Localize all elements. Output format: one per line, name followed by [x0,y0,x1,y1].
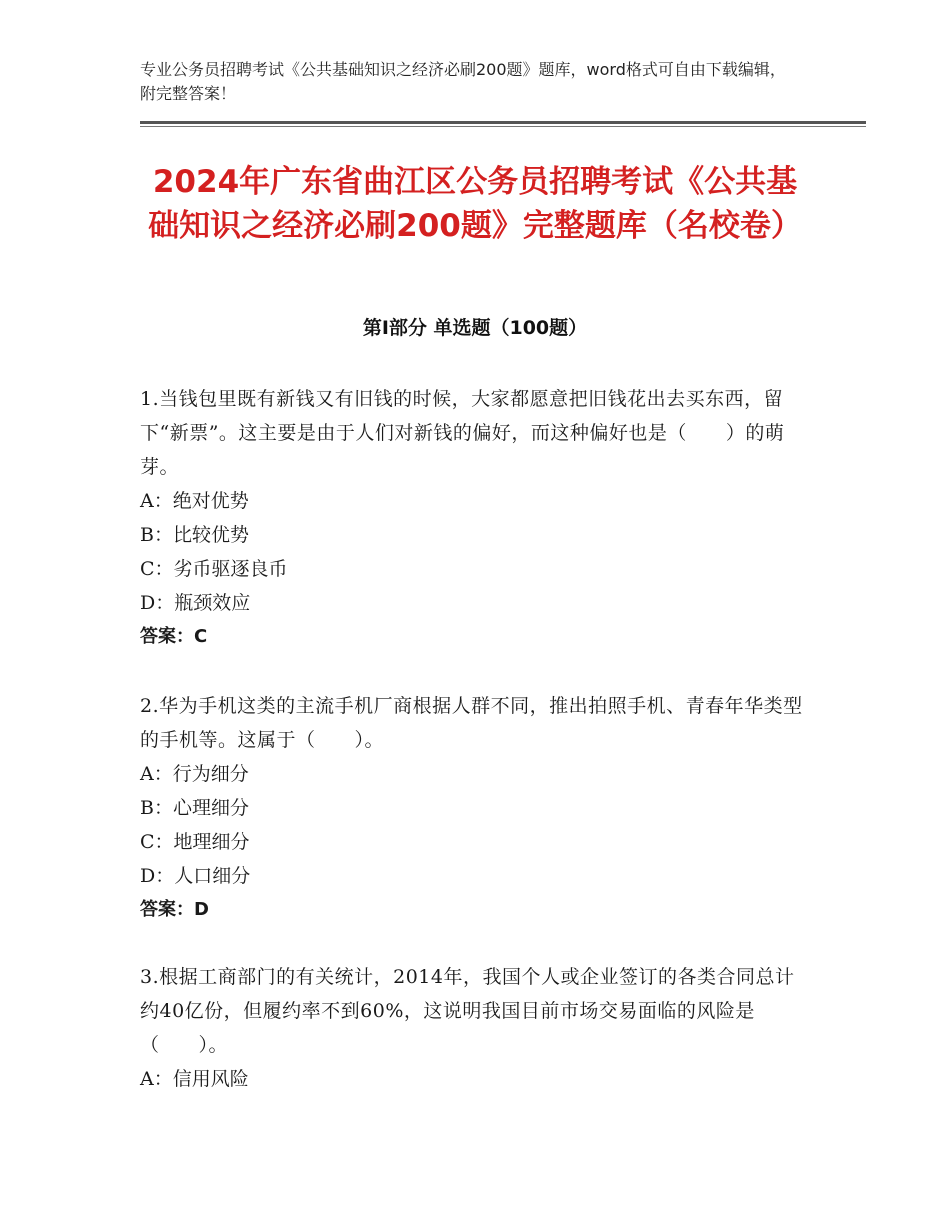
question-stem: 2.华为手机这类的主流手机厂商根据人群不同，推出拍照手机、青春年华类型的手机等。这属于（ ）。 [140,695,803,751]
section-heading: 第Ⅰ部分 单选题（100题） [362,317,588,339]
header-note: 专业公务员招聘考试《公共基础知识之经济必刷200题》题库，word格式可自由下载编辑，附完整答案！ [140,60,786,103]
option-b: B：比较优势 [140,524,249,546]
answer: 答案：D [140,899,209,920]
question-stem: 1.当钱包里既有新钱又有旧钱的时候，大家都愿意把旧钱花出去买东西，留下“新票”。这主要是由于人们对新钱的偏好，而这种偏好也是（ ）的萌芽。 [140,388,785,478]
option-b: B：心理细分 [140,797,249,819]
option-d: D：瓶颈效应 [140,592,251,614]
question-3 [140,960,810,1096]
question-stem: 3.根据工商部门的有关统计，2014年，我国个人或企业签订的各类合同总计约40亿份，但履约率不到60%，这说明我国目前市场交易面临的风险是（ ）。 [140,966,795,1056]
header-rule-thin [140,126,866,127]
option-c: C：劣币驱逐良币 [140,558,288,580]
option-a: A：绝对优势 [140,490,249,512]
question-1 [140,382,810,654]
question-2 [140,689,810,927]
option-a: A：行为细分 [140,763,249,785]
document-title: 2024年广东省曲江区公务员招聘考试《公共基础知识之经济必刷200题》完整题库（名校卷） [148,164,802,244]
option-a: A：信用风险 [140,1068,249,1090]
option-d: D：人口细分 [140,865,251,887]
option-c: C：地理细分 [140,831,250,853]
header-rule-thick [140,121,866,124]
answer: 答案：C [140,626,208,647]
